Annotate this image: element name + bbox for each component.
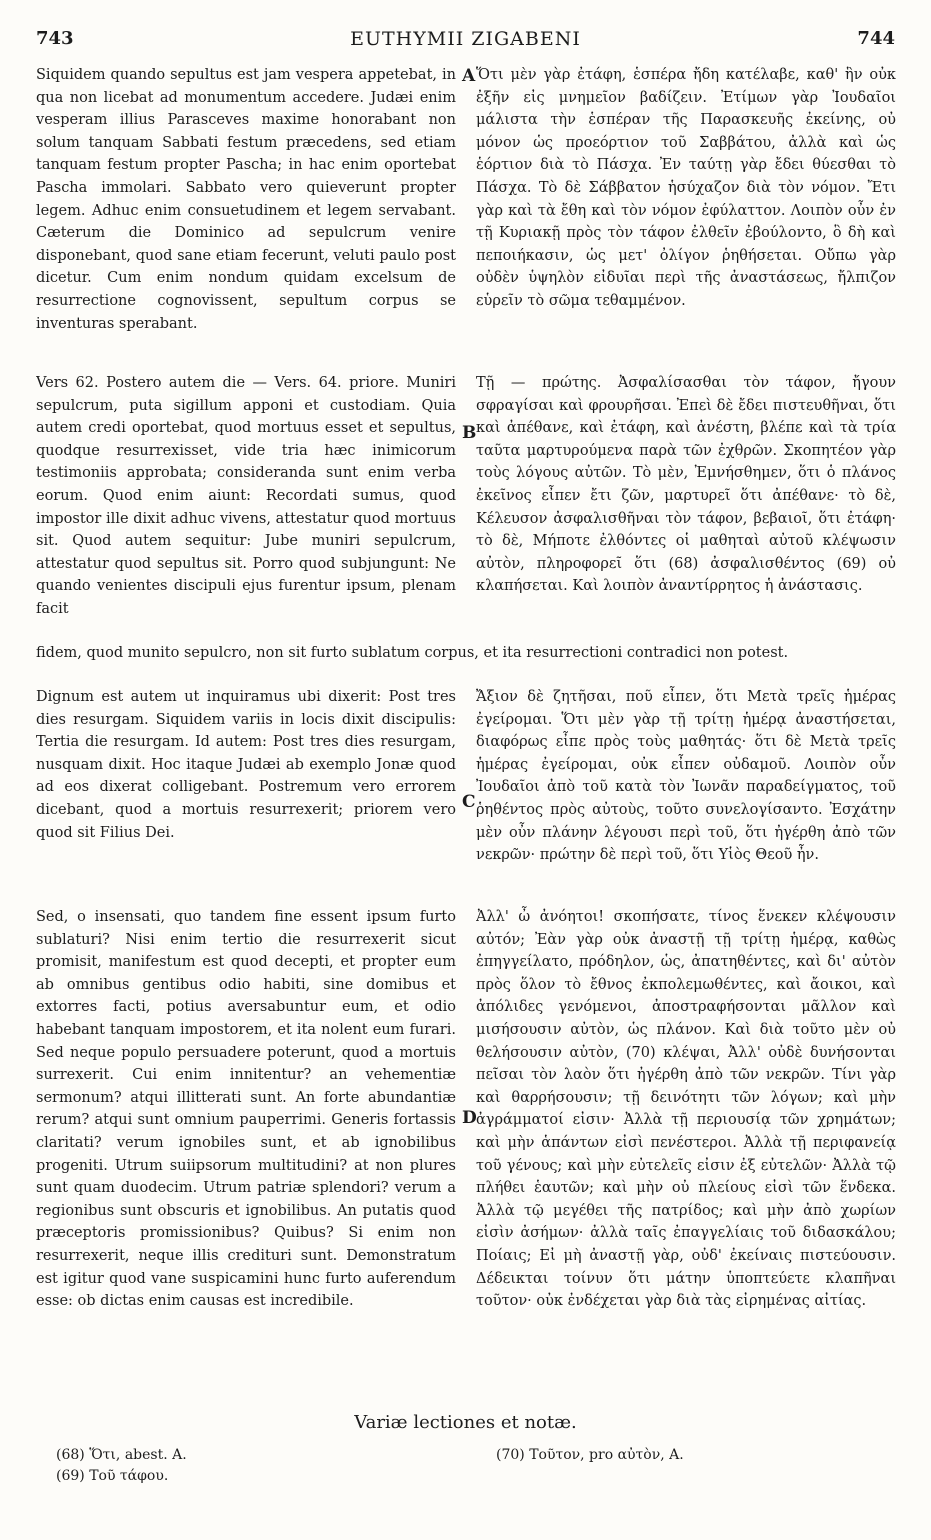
page-number-right: 744 <box>857 28 895 49</box>
marker-c: C <box>462 792 476 812</box>
marker-b: B <box>462 423 477 443</box>
greek-paragraph-3 <box>476 686 896 891</box>
notes-heading: Variæ lectiones et notæ. <box>354 1412 577 1433</box>
greek-text: Ὅτι μὲν γὰρ ἐτάφη, ἑσπέρα ἤδη κατέλαβε, καθ' ἣν οὐκ ἐξῆν εἰς μνημεῖον βαδίζειν. Ἐτίμων γὰρ Ἰουδαῖοι μάλιστα τὴν ἑσπέραν τῆς Παρασκευῆς ἐκείνης, οὐ μόνον ὡς προεόρτιον τοῦ Σαββάτου, ἀλλὰ καὶ ὡς ἑόρτιον διὰ τὸ Πάσχα. Ἐν ταύτῃ γὰρ ἔδει θύεσθαι τὸ Πάσχα. Τὸ δὲ Σάββατον ἡσύχαζον διὰ τὸν νόμον. Ἔτι γὰρ καὶ τὰ ἔθη καὶ τὸν νόμον ἐφύλαττον. Λοιπὸν οὖν ἐν τῇ Κυριακῇ πρὸς τὸν τάφον ἐλθεῖν ἐβούλοντο, ὃ δὴ καὶ πεποιήκασιν, ὡς μετ' ὀλίγον ῥηθήσεται. Οὔπω γὰρ οὐδὲν ὑψηλὸν εἰδυῖαι περὶ τῆς ἀναστάσεως, ἤλπιζον εὑρεῖν τὸ σῶμα τεθαμμένον. <box>476 67 896 309</box>
latin-paragraph-3 <box>36 686 456 844</box>
latin-text: fidem, quod munito sepulcro, non sit furto sublatum corpus, et ita resurrectioni contradici non potest. <box>36 645 789 661</box>
greek-paragraph-2 <box>476 372 896 642</box>
greek-paragraph-1 <box>476 64 896 357</box>
latin-text: Dignum est autem ut inquiramus ubi dixerit: Post tres dies resurgam. Siquidem variis in locis dixit discipulis: Tertia die resurgam. Id autem: Post tres dies resurgam, nusquam dixit. Hoc itaque Judæi ab exemplo Jonæ quod ad eos dixerat colligebant. Postremum vero errorem dicebant, quod a mortuis resurrexerit; priorem vero quod sit Filius Dei. <box>36 689 456 841</box>
greek-text: Ἄξιον δὲ ζητῆσαι, ποῦ εἶπεν, ὅτι Μετὰ τρεῖς ἡμέρας ἐγείρομαι. Ὅτι μὲν γὰρ τῇ τρίτῃ ἡμέρᾳ ἀναστήσεται, διαφόρως εἶπε πρὸς τοὺς μαθητάς· ὅτι δὲ Μετὰ τρεῖς ἡμέρας ἐγείρομαι, οὐκ εἶπεν οὐδαμοῦ. Λοιπὸν οὖν Ἰουδαῖοι ἀπὸ τοῦ κατὰ τὸν Ἰωνᾶν παραδείγματος, τοῦ ῥηθέντος πρὸς αὐτοὺς, τοῦτο συνελογίσαντο. Ἐσχάτην μὲν οὖν πλάνην λέγουσι περὶ τοῦ, ὅτι ἠγέρθη ἀπὸ τῶν νεκρῶν· πρώτην δὲ περὶ τοῦ, ὅτι Υἱὸς Θεοῦ ἦν. <box>476 689 896 864</box>
latin-text: Siquidem quando sepultus est jam vespera appetebat, in qua non licebat ad monumentum accedere. Judæi enim vesperam illius Parasceves maxime honorabant non solum tanquam Sabbati festum præcedens, sed etiam tanquam festum propter Pascha; in hac enim oportebat Pascha immolari. Sabbato vero quieverunt propter legem. Adhuc enim consuetudinem et legem servabant. Cæterum die Dominico ad sepulcrum venire disponebant, quod sane etiam fecerunt, veluti paulo post dicetur. Cum enim nondum quidam excelsum de resurrectione cognovissent, sepultum corpus se inventuras sperabant. <box>36 67 456 332</box>
latin-paragraph-2-continuation <box>36 642 896 688</box>
greek-text: Ἀλλ' ὦ ἀνόητοι! σκοπήσατε, τίνος ἕνεκεν κλέψουσιν αὐτόν; Ἐὰν γὰρ οὐκ ἀναστῇ τῇ τρίτῃ ἡμέρᾳ, καθὼς ἐπηγγείλατο, πρόδηλον, ὡς, ἀπατηθέντες, καὶ δι' αὐτὸν πρὸς ὅλον τὸ ἔθνος ἐκπολεμωθέντες, καὶ ἄοικοι, καὶ ἀπόλιδες γενόμενοι, ἀποστραφήσονται μᾶλλον καὶ μισήσουσιν αὐτὸν, ὡς πλάνον. Καὶ διὰ τοῦτο μὲν οὐ θελήσουσιν αὐτὸν, (70) κλέψαι, Ἀλλ' οὐδὲ δυνήσονται πεῖσαι τὸν λαὸν ὅτι ἠγέρθη ἀπὸ τῶν νεκρῶν. Τίνι γὰρ καὶ θαρρήσουσιν; τῇ δεινότητι τῶν λόγων; καὶ μὴν ἀγράμματοί εἰσιν· Ἀλλὰ τῇ περιουσίᾳ τῶν χρημάτων; καὶ μὴν ἁπάντων εἰσὶ πενέστεροι. Ἀλλὰ τῇ περιφανείᾳ τοῦ γένους; καὶ μὴν εὐτελεῖς εἰσιν ἐξ εὐτελῶν· Ἀλλὰ τῷ πλήθει ἑαυτῶν; καὶ μὴν οὐ πλείους εἰσὶ τῶν ἕνδεκα. Ἀλλὰ τῷ μεγέθει τῆς πατρίδος; καὶ μὴν ἀπὸ χωρίων εἰσὶν ἀσήμων· ἀλλὰ ταῖς ἐπαγγελίαις τοῦ διδασκάλου; Ποίαις; Εἰ μὴ ἀναστῇ γὰρ, οὐδ' ἐκείναις πιστεύουσιν. Δέδεικται τοίνυν ὅτι μάτην ὑποπτεύετε κλαπῆναι τοῦτον· οὐκ ἐνδέχεται γὰρ διὰ τὰς εἰρημένας αἰτίας. <box>476 909 896 1310</box>
greek-paragraph-4 <box>476 906 896 1386</box>
note-70: (70) Τοῦτον, pro αὐτὸν, A. <box>496 1447 684 1463</box>
latin-paragraph-4 <box>36 906 456 1386</box>
marker-d: D <box>462 1108 477 1128</box>
latin-paragraph-2 <box>36 372 456 642</box>
page-number-left: 743 <box>36 28 74 49</box>
latin-paragraph-1 <box>36 64 456 357</box>
note-68: (68) Ὅτι, abest. A. <box>56 1447 187 1463</box>
running-title: EUTHYMII ZIGABENI <box>350 28 581 50</box>
note-69: (69) Τοῦ τάφου. <box>56 1468 169 1484</box>
marker-a: A <box>462 66 476 86</box>
greek-text: Τῇ — πρώτης. Ἀσφαλίσασθαι τὸν τάφον, ἤγουν σφραγίσαι καὶ φρουρῆσαι. Ἐπεὶ δὲ ἔδει πιστευθῆναι, ὅτι καὶ ἀπέθανε, καὶ ἐτάφη, καὶ ἀνέστη, βλέπε καὶ τὰ τρία ταῦτα μαρτυρούμενα παρὰ τῶν ἐχθρῶν. Σκοπητέον γὰρ τοὺς λόγους αὐτῶν. Τὸ μὲν, Ἐμνήσθημεν, ὅτι ὁ πλάνος ἐκεῖνος εἶπεν ἔτι ζῶν, μαρτυρεῖ ὅτι ἀπέθανε· τὸ δὲ, Κέλευσον ἀσφαλισθῆναι τὸν τάφον, βεβαιοῖ, ὅτι ἐτάφη· τὸ δὲ, Μήποτε ἐλθόντες οἱ μαθηταὶ αὐτοῦ κλέψωσιν αὐτὸν, πληροφορεῖ ὅτι (68) ἀσφαλισθέντος (69) οὐ κλαπήσεται. Καὶ λοιπὸν ἀναντίρρητος ἡ ἀνάστασις. <box>476 375 896 595</box>
latin-text: Sed, o insensati, quo tandem fine essent ipsum furto sublaturi? Nisi enim tertio die resurrexerit sicut promisit, manifestum est quod decepti, et propter eum ab omnibus gentibus odio habiti, sine domibus et extorres facti, potius aversabuntur eum, et odio habebant tanquam impostorem, et ita nolent eum furari. Sed neque populo persuadere poterunt, quod a mortuis surrexerit. Cui enim innitentur? an vehementiæ sermonum? atqui illitterati sunt. An forte abundantiæ rerum? atqui sunt omnium pauperrimi. Generis fortassis claritati? verum ignobiles sunt, et ab ignobilibus progeniti. Utrum suiipsorum multitudini? at non plures sunt quam duodecim. Utrum patriæ splendori? verum a regionibus sunt obscuris et ignobilibus. An putatis quod præceptoris promissionibus? Quibus? Si enim non resurrexerit, neque illis credituri sunt. Demonstratum est igitur quod vane suspicamini hunc furto auferendum esse: ob dictas enim causas est incredibile. <box>36 909 456 1310</box>
latin-text: Vers 62. Postero autem die — Vers. 64. priore. Muniri sepulcrum, puta sigillum apponi et custodiam. Quia autem credi oportebat, quod mortuus esset et sepultus, quodque resurrexisset, vide tria hæc inimicorum testimoniis approbata; consideranda sunt enim verba eorum. Quod enim aiunt: Recordati sumus, quod impostor ille dixit adhuc vivens, attestatur quod mortuus sit. Quod autem sequitur: Jube muniri sepulcrum, attestatur quod sepultus sit. Porro quod subjungunt: Ne quando venientes discipuli ejus furentur ipsum, plenam facit <box>36 375 456 617</box>
